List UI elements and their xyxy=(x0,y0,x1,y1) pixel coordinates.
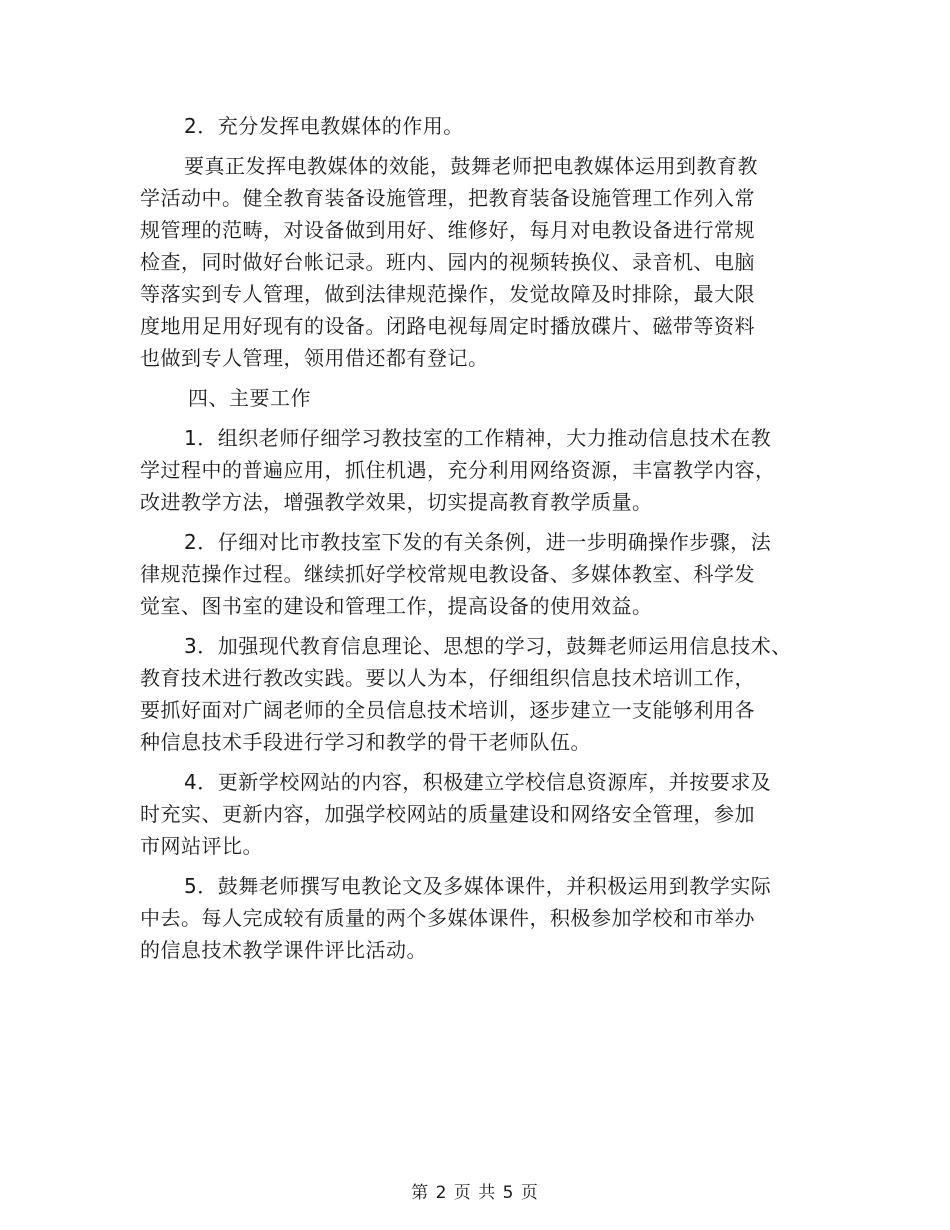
paragraph-line: 改进教学方法，增强教学效果，切实提高教育教学质量。 xyxy=(140,490,653,514)
paragraph-line: 时充实、更新内容，加强学校网站的质量建设和网络安全管理，参加 xyxy=(140,802,755,826)
paragraph-line: 种信息技术手段进行学习和教学的骨干老师队伍。 xyxy=(140,730,591,754)
document-body xyxy=(140,110,810,966)
paragraph-line: 要抓好面对广阔老师的全员信息技术培训，逐步建立一支能够利用各 xyxy=(140,698,755,722)
paragraph-line: 2．仔细对比市教技室下发的有关条例，进一步明确操作步骤，法 xyxy=(184,530,772,554)
paragraph-line: 学活动中。健全教育装备设施管理，把教育装备设施管理工作列入常 xyxy=(140,186,755,210)
page-number-footer: 第 2 页 共 5 页 xyxy=(411,1183,539,1203)
paragraph-line: 检查，同时做好台帐记录。班内、园内的视频转换仪、录音机、电脑 xyxy=(140,250,755,274)
paragraph-line: 等落实到专人管理，做到法律规范操作，发觉故障及时排除，最大限 xyxy=(140,282,755,306)
paragraph-line: 规管理的范畴，对设备做到用好、维修好，每月对电教设备进行常规 xyxy=(140,218,755,242)
paragraph-line: 度地用足用好现有的设备。闭路电视每周定时播放碟片、磁带等资料 xyxy=(140,314,755,338)
paragraph-line: 4．更新学校网站的内容，积极建立学校信息资源库，并按要求及 xyxy=(184,770,772,794)
paragraph-line: 教育技术进行教改实践。要以人为本，仔细组织信息技术培训工作， xyxy=(140,666,755,690)
paragraph-line: 2．充分发挥电教媒体的作用。 xyxy=(184,114,464,138)
section-heading: 四、主要工作 xyxy=(188,386,311,410)
paragraph-line: 中去。每人完成较有质量的两个多媒体课件，积极参加学校和市举办 xyxy=(140,906,755,930)
paragraph-line: 的信息技术教学课件评比活动。 xyxy=(140,938,427,962)
paragraph-line: 3．加强现代教育信息理论、思想的学习，鼓舞老师运用信息技术、 xyxy=(184,634,792,658)
paragraph-line: 1．组织老师仔细学习教技室的工作精神，大力推动信息技术在教 xyxy=(184,426,772,450)
paragraph-line: 也做到专人管理，领用借还都有登记。 xyxy=(140,346,489,370)
paragraph-line: 要真正发挥电教媒体的效能，鼓舞老师把电教媒体运用到教育教 xyxy=(184,154,758,178)
paragraph-line: 市网站评比。 xyxy=(140,834,263,858)
paragraph-line: 5．鼓舞老师撰写电教论文及多媒体课件，并积极运用到教学实际 xyxy=(184,874,772,898)
paragraph-line: 律规范操作过程。继续抓好学校常规电教设备、多媒体教室、科学发 xyxy=(140,562,755,586)
paragraph-line: 觉室、图书室的建设和管理工作，提高设备的使用效益。 xyxy=(140,594,653,618)
paragraph-line: 学过程中的普遍应用，抓住机遇，充分利用网络资源，丰富教学内容， xyxy=(140,458,776,482)
